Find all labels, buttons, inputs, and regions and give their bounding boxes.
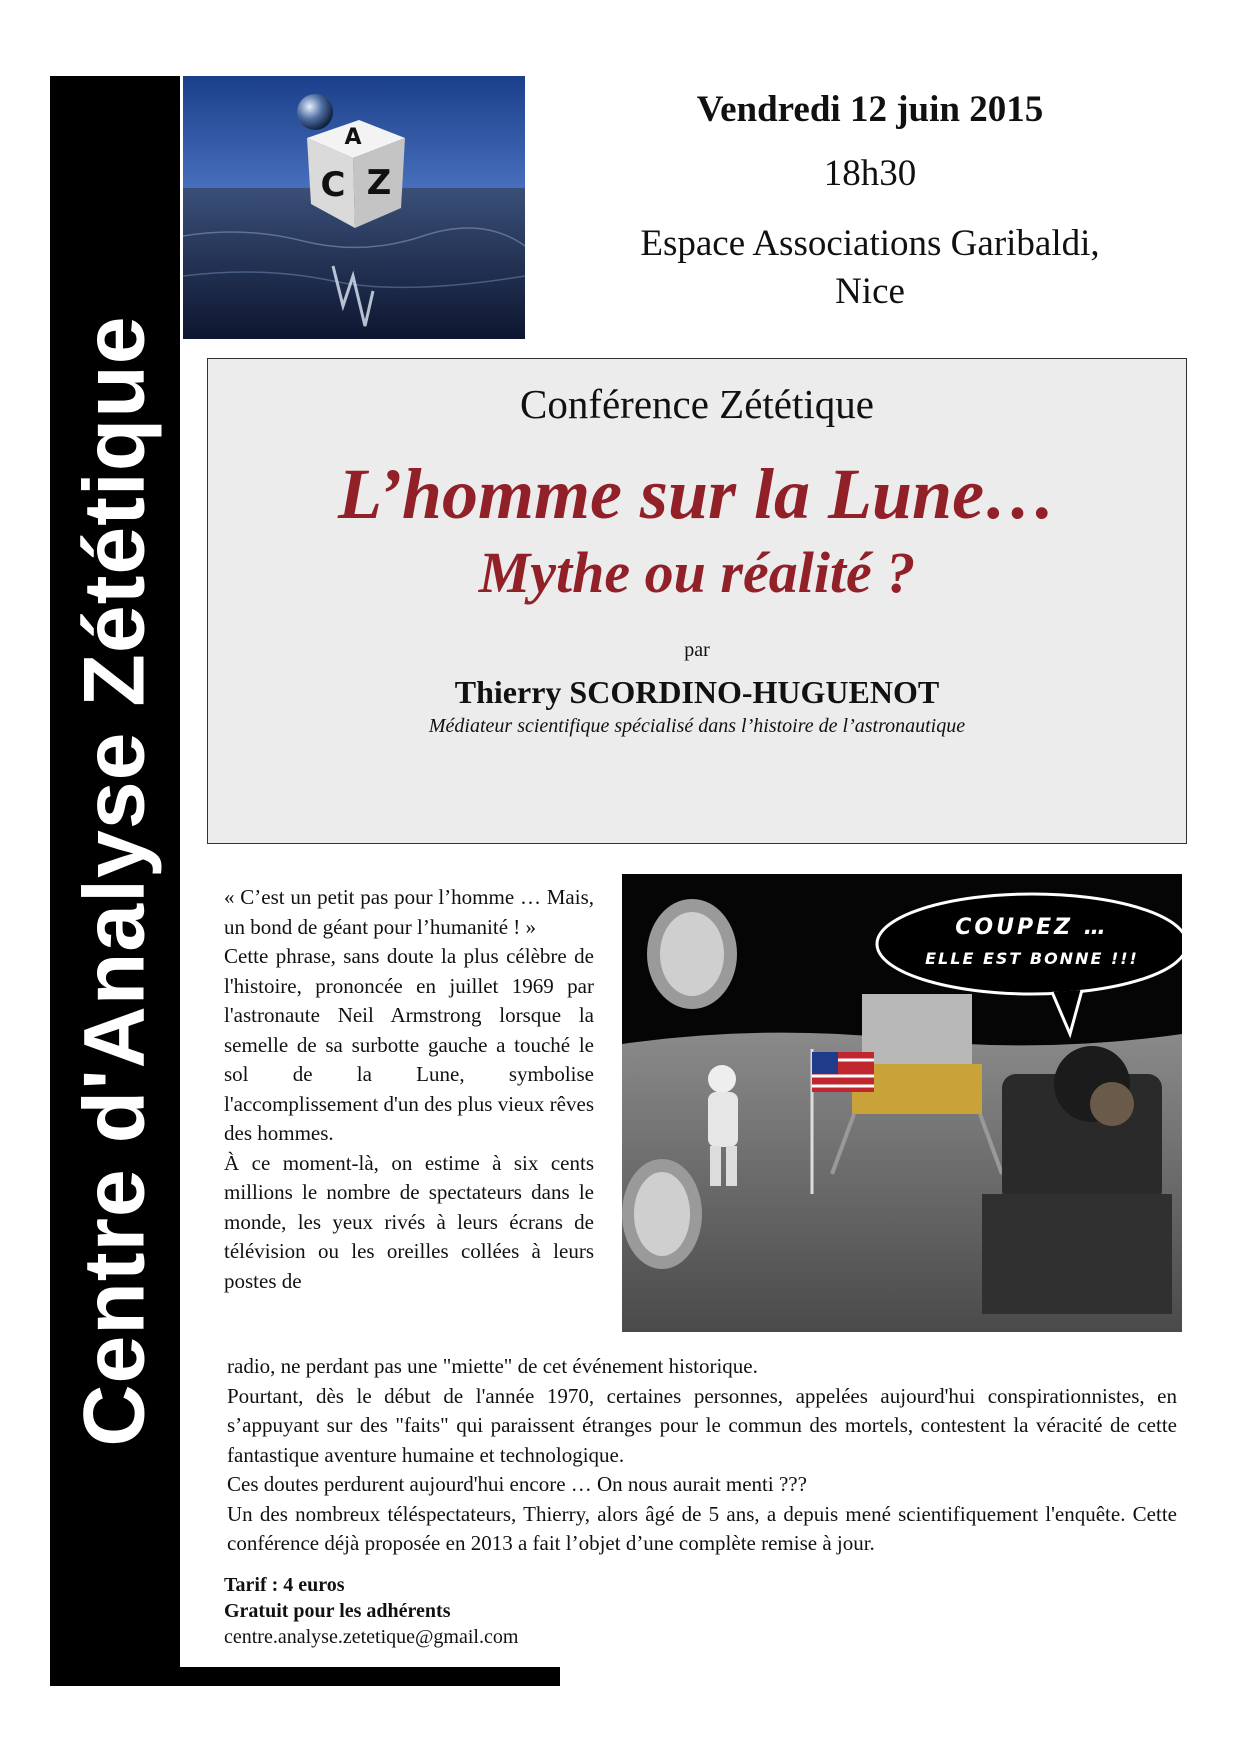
speaker-name: Thierry SCORDINO-HUGUENOT [454, 674, 940, 710]
event-place-line1: Espace Associations Garibaldi, [640, 223, 1100, 264]
body-paragraph-1: Cette phrase, sans doute la plus célèbre de l'histoire, prononcée en juillet 1969 par l'astronaute Neil Armstrong lorsque la semelle de sa surbotte gauche a touché le sol de la Lune, symbolise l'accomplissement d'un des plus vieux rêves des hommes. [224, 944, 594, 1145]
body-paragraph-5: Un des nombreux téléspectateurs, Thierry, alors âgé de 5 ans, a depuis mené scientifiquement l'enquête. Cette conférence déjà proposée en 2013 a fait l’objet d’une complète remise à jour. [227, 1501, 1177, 1555]
event-place-line2: Nice [835, 271, 905, 312]
members-free: Gratuit pour les adhérents [224, 1600, 451, 1622]
body-paragraph-3: Pourtant, dès le début de l'année 1970, certaines personnes, appelées aujourd'hui conspirationnistes, en s’appuyant sur des "faits" qui paraissent étranges pour le commun des mortels, contestent la véracité de cette fantastique aventure humaine et technologique. [227, 1383, 1177, 1467]
body-paragraph-2-continued: radio, ne perdant pas une "miette" de cet événement historique. [227, 1354, 758, 1378]
event-time: 18h30 [823, 153, 917, 194]
bottom-bar [50, 1667, 560, 1686]
logo-letter-a: A [344, 125, 362, 150]
footer [224, 1572, 518, 1650]
conference-label: Conférence Zététique [519, 381, 874, 427]
body-full-width [227, 1352, 1177, 1559]
armstrong-quote: « C’est un petit pas pour l’homme … Mais, un bond de géant pour l’humanité ! » [224, 885, 594, 939]
body-paragraph-2: À ce moment-là, on estime à six cents millions le nombre de spectateurs dans le monde, les yeux rivés à leurs écrans de télévision ou les oreilles collées à leurs postes de [224, 1150, 594, 1293]
talk-title: L’homme sur la Lune… [337, 454, 1057, 534]
body-paragraph-4: Ces doutes perdurent aujourd'hui encore … On nous aurait menti ??? [227, 1472, 807, 1496]
sidebar-title: Centre d'Analyse Zététique [66, 315, 163, 1447]
conference-title-box [207, 358, 1187, 844]
logo-letter-c: C [320, 165, 346, 205]
talk-subtitle: Mythe ou réalité ? [478, 540, 916, 605]
body-column [224, 883, 594, 1296]
by-label: par [684, 639, 710, 661]
logo-letter-z: Z [366, 163, 392, 203]
price: Tarif : 4 euros [224, 1574, 345, 1596]
contact-email[interactable]: centre.analyse.zetetique@gmail.com [224, 1626, 519, 1648]
moon-landing-photo [622, 874, 1182, 1332]
bubble-line1: COUPEZ … [955, 915, 1109, 940]
speaker-role: Médiateur scientifique spécialisé dans l’histoire de l’astronautique [428, 715, 966, 737]
caz-logo [183, 76, 525, 339]
event-info [580, 86, 1160, 316]
event-place [580, 220, 1160, 316]
bubble-line2: ELLE EST BONNE !!! [925, 949, 1139, 968]
event-date: Vendredi 12 juin 2015 [696, 89, 1044, 130]
